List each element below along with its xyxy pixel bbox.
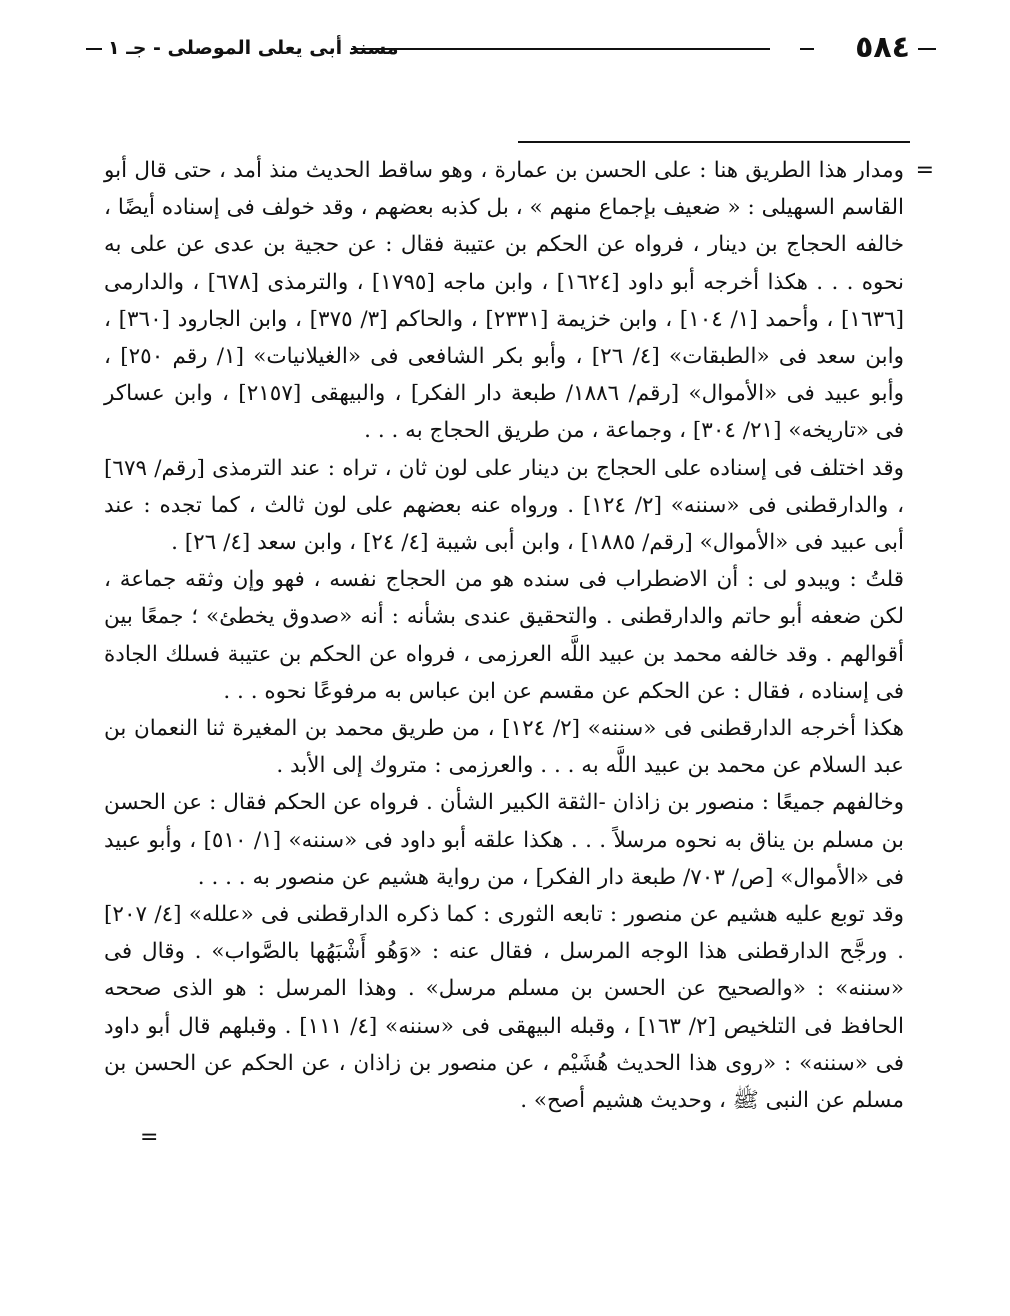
footnote-body (104, 152, 904, 1119)
paragraph: وقد اختلف فى إسناده على الحجاج بن دينار على لون ثان ، تراه : عند الترمذى [رقم/ ٦٧٩] ، والدارقطنى فى «سننه» [٢/ ١٢٤] . ورواه عنه بعضهم على لون ثالث ، كما تجده : عند أبى عبيد فى «الأموال» [رقم/ ١٨٨٥] ، وابن أبى شيبة [٤/ ٢٤] ، وابن سعد [٤/ ٢٦] . (104, 455, 905, 556)
paragraph: وخالفهم جميعًا : منصور بن زاذان -الثقة الكبير الشأن . فرواه عن الحكم فقال : عن الحسن بن مسلم بن يناق به نحوه مرسلاً . . . هكذا علقه أبو داود فى «سننه» [١/ ٥١٠] ، وأبو عبيد فى «الأموال» [ص/ ٧٠٣/ طبعة دار الفكر] ، من رواية هشيم عن منصور به . . . . (104, 790, 904, 890)
continuation-end-mark: = (140, 1125, 159, 1150)
header-dash (918, 48, 936, 50)
running-header (96, 28, 910, 68)
header-dash (800, 48, 814, 50)
book-title: مسند أبى يعلى الموصلى - جـ ١ (108, 37, 399, 59)
paragraph: هكذا أخرجه الدارقطنى فى «سننه» [٢/ ١٢٤] ، من طريق محمد بن المغيرة ثنا النعمان بن عبد السلام عن محمد بن عبيد اللَّه به . . . والعرزمى : متروك إلى الأبد . (104, 716, 904, 779)
paragraph: قلتُ : ويبدو لى : أن الاضطراب فى سنده هو من الحجاج نفسه ، فهو وإن وثقه جماعة ، لكن ضعفه أبو حاتم والدارقطنى . والتحقيق عندى بشأنه : أنه «صدوق يخطئ» ؛ جمعًا بين أقوالهم . وقد خالفه محمد بن عبيد اللَّه العرزمى ، فرواه عن الحكم بن عتيبة فسلك الجادة فى إسناده ، فقال : عن الحكم عن مقسم عن ابن عباس به مرفوعًا نحوه . . . (104, 567, 904, 704)
continuation-mark: = (915, 158, 934, 183)
page-number: ٥٨٤ (855, 30, 910, 65)
header-dash (86, 48, 102, 50)
footnote-separator (518, 141, 910, 143)
paragraph: وقد توبع عليه هشيم عن منصور : تابعه الثورى : كما ذكره الدارقطنى فى «علله» [٤/ ٢٠٧] . ورجَّح الدارقطنى هذا الوجه المرسل ، فقال عنه : «وَهُو أَشْبَهُها بالصَّواب» . وقال فى «سننه» : «والصحيح عن الحسن بن مسلم مرسل» . وهذا المرسل : هو الذى صححه الحافظ فى التلخيص [٢/ ١٦٣] ، وقبله البيهقى فى «سننه» [٤/ ١١١] . وقبلهم قال أبو داود فى «سننه» : «روى هذا الحديث هُشَيْم ، عن منصور بن زاذان ، عن الحكم عن الحسن بن مسلم عن النبى ﷺ ، وحديث هشيم أصح» . (104, 902, 905, 1114)
paragraph: ومدار هذا الطريق هنا : على الحسن بن عمارة ، وهو ساقط الحديث منذ أمد ، حتى قال أبو القاسم السهيلى : « ضعيف بإجماع منهم » ، بل كذبه بعضهم ، وقد خولف فى إسناده أيضًا ، خالفه الحجاج بن دينار ، فرواه عن الحكم بن عتيبة فقال : عن حجية بن عدى عن على به نحوه . . . هكذا أخرجه أبو داود [١٦٢٤] ، وابن ماجه [١٧٩٥] ، والترمذى [٦٧٨] ، والدارمى [١٦٣٦] ، وأحمد [١/ ١٠٤] ، وابن خزيمة [٢٣٣١] ، والحاكم [٣/ ٣٧٥] ، وابن الجارود [٣٦٠] ، وابن سعد فى «الطبقات» [٤/ ٢٦] ، وأبو بكر الشافعى فى «الغيلانيات» [١/ رقم ٢٥٠] ، وأبو عبيد فى «الأموال» [رقم/ ١٨٨٦/ طبعة دار الفكر] ، والبيهقى [٢١٥٧] ، وابن عساكر فى «تاريخه» [٢١/ ٣٠٤] ، وجماعة ، من طريق الحجاج به . . . (104, 158, 905, 444)
header-rule (351, 48, 770, 50)
